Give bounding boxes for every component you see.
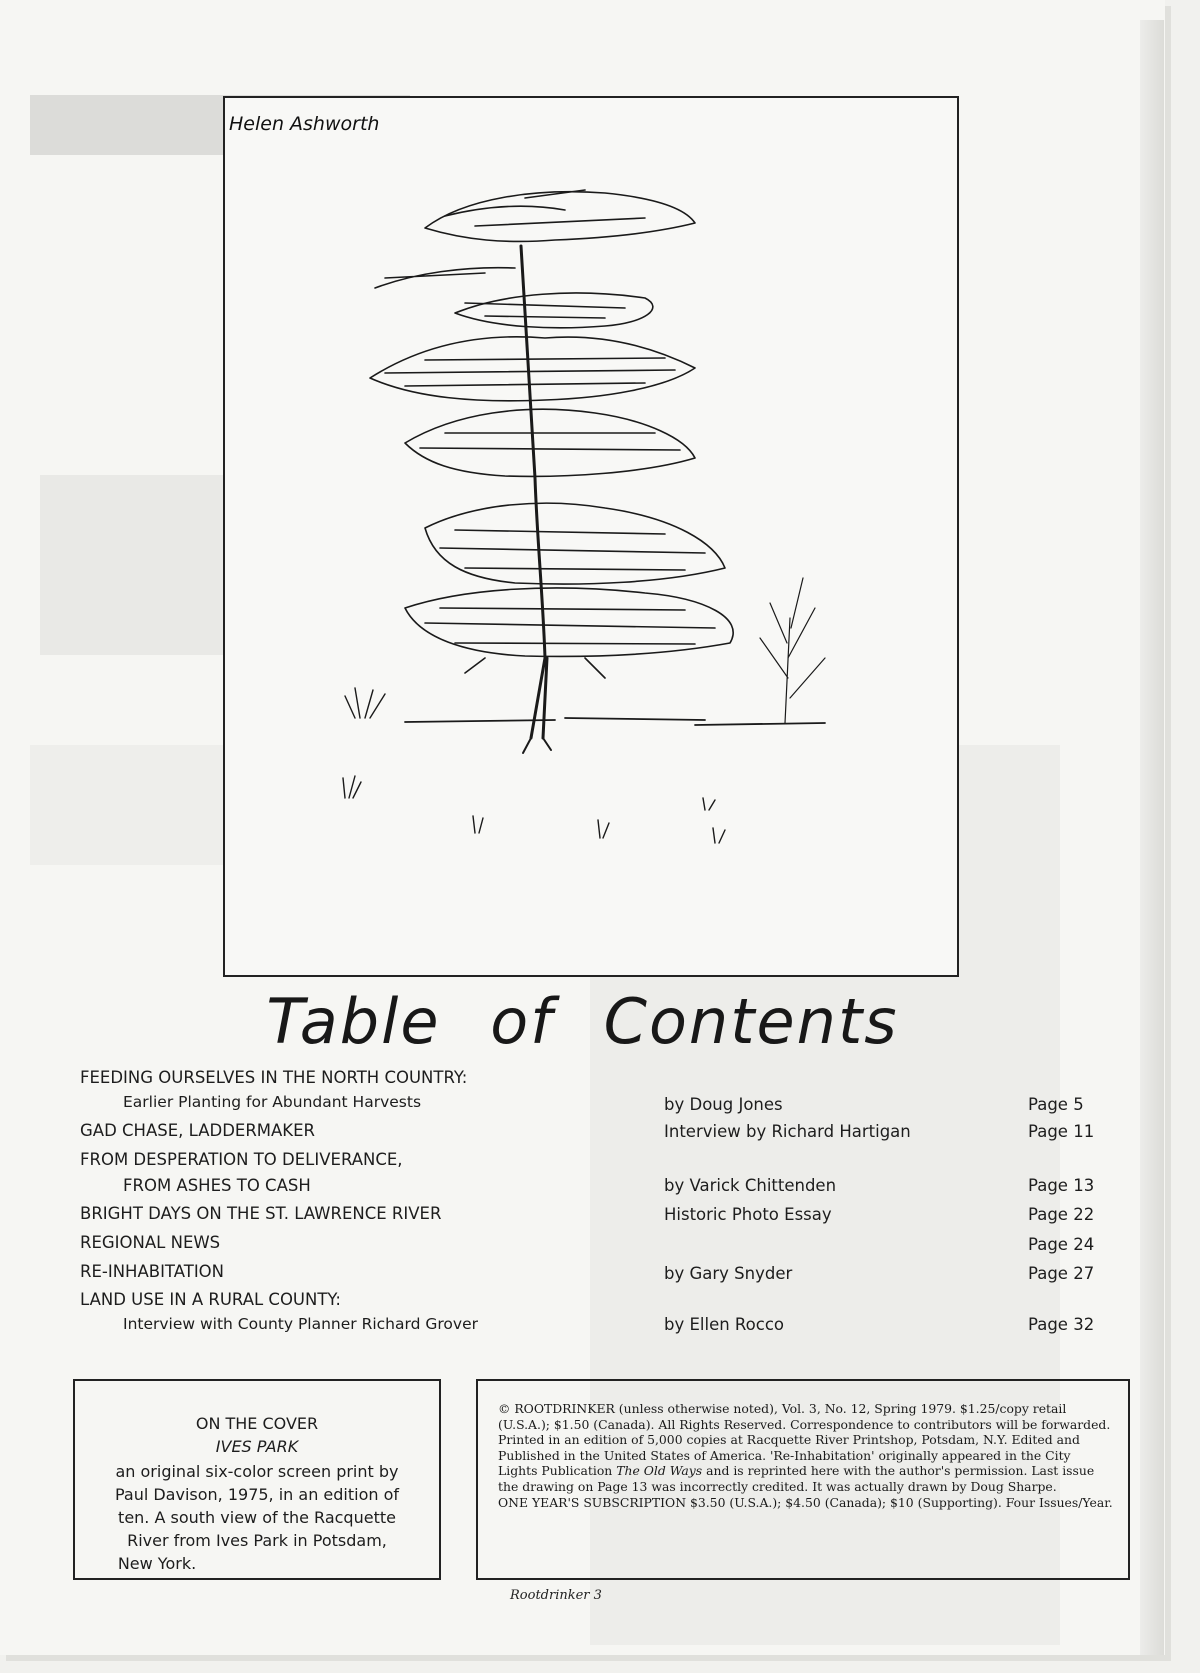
- cover-description-line: ten. A south view of the Racquette: [118, 1508, 396, 1527]
- toc-item-author: Historic Photo Essay: [664, 1205, 832, 1224]
- copyright-notice: © ROOTDRINKER (unless otherwise noted), Vol. 3, No. 12, Spring 1979. $1.25/copy retail (U.S.A.); $1.50 (Canada). All Rights Reserved. Correspondence to contributors will be forwarded. Printed in an edition of 5,000 copies at Racquette River Printshop, Potsdam, N.Y. Edited and Published in the United States of America. 'Re-Inhabitation' originally appeared in the City Lights Publication: [498, 1401, 1111, 1479]
- svg-text:Helen Ashworth: Helen Ashworth: [229, 113, 380, 135]
- cover-credit-box: [73, 1379, 441, 1580]
- cover-description-line: Paul Davison, 1975, in an edition of: [114, 1485, 400, 1504]
- toc-item-subtitle: Earlier Planting for Abundant Harvests: [123, 1093, 422, 1111]
- toc-item-page: Page 13: [1028, 1176, 1095, 1195]
- toc-item-author: Interview by Richard Hartigan: [664, 1122, 911, 1141]
- toc-item-page: Page 5: [1028, 1095, 1084, 1114]
- bare-sapling: [760, 578, 825, 723]
- toc-item-subtitle: Interview with County Planner Richard Grover: [123, 1315, 478, 1333]
- toc-item-page: Page 11: [1028, 1122, 1095, 1141]
- toc-item-title: FEEDING OURSELVES IN THE NORTH COUNTRY:: [80, 1068, 468, 1087]
- page-footer: Rootdrinker 3: [510, 1588, 602, 1603]
- pine-tree-drawing: [225, 98, 957, 975]
- toc-item-subtitle: FROM ASHES TO CASH: [123, 1176, 311, 1195]
- illustration-frame: [223, 96, 959, 977]
- toc-item-author: by Ellen Rocco: [664, 1315, 784, 1334]
- toc-item-page: Page 24: [1028, 1235, 1095, 1254]
- toc-item-page: Page 22: [1028, 1205, 1095, 1224]
- pine-canopy: [370, 190, 733, 678]
- toc-item-title: BRIGHT DAYS ON THE ST. LAWRENCE RIVER: [80, 1204, 442, 1223]
- cover-description-line: an original six-color screen print by: [115, 1462, 399, 1481]
- toc-item-author: by Doug Jones: [664, 1095, 783, 1114]
- cover-description-line: River from Ives Park in Potsdam,: [127, 1531, 387, 1550]
- page-edge: [1140, 20, 1164, 1655]
- toc-item-title: REGIONAL NEWS: [80, 1233, 221, 1252]
- toc-item-title: LAND USE IN A RURAL COUNTY:: [80, 1290, 341, 1309]
- toc-item-title: FROM DESPERATION TO DELIVERANCE,: [80, 1150, 403, 1169]
- toc-item-title: RE-INHABITATION: [80, 1262, 225, 1281]
- tree-trunk: [521, 246, 547, 738]
- cover-description-line: New York.: [117, 1554, 197, 1573]
- artist-signature: [225, 98, 385, 148]
- ground-line: [405, 718, 825, 725]
- cover-artwork-title: IVES PARK: [215, 1437, 299, 1456]
- cover-heading: ON THE COVER: [195, 1414, 319, 1433]
- publication-info-box: [476, 1379, 1130, 1580]
- grass-tufts: [343, 688, 725, 843]
- publication-title: The Old Ways: [616, 1463, 703, 1479]
- toc-item-title: GAD CHASE, LADDERMAKER: [80, 1121, 316, 1140]
- toc-item-author: by Gary Snyder: [664, 1264, 793, 1283]
- permission-note: and is reprinted here with the author's permission. Last issue the drawing on Page 13 was incorrectly credited. It was actually drawn by Doug Sharpe.: [498, 1463, 1095, 1494]
- toc-item-page: Page 32: [1028, 1315, 1095, 1334]
- toc-item-page: Page 27: [1028, 1264, 1095, 1283]
- toc-heading: Table of Contents: [266, 985, 899, 1058]
- subscription-info: ONE YEAR'S SUBSCRIPTION $3.50 (U.S.A.); $4.50 (Canada); $10 (Supporting). Four Issues/Year.: [498, 1494, 1113, 1510]
- publication-info: [498, 1401, 1113, 1510]
- toc-item-author: by Varick Chittenden: [664, 1176, 837, 1195]
